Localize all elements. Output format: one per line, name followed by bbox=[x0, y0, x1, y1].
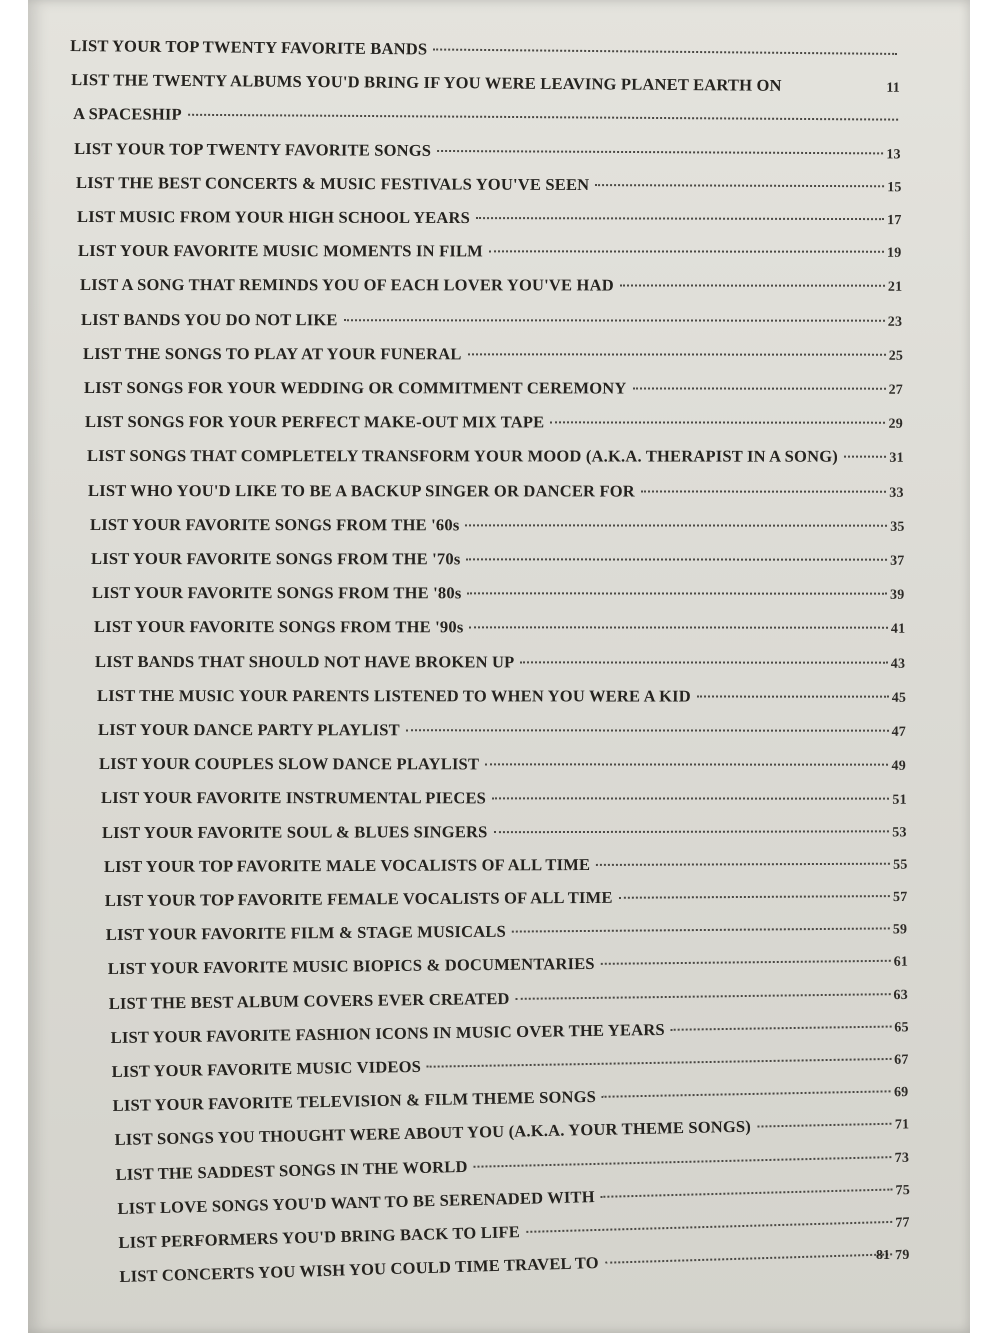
toc-entry-title: LIST YOUR FAVORITE TELEVISION & FILM THEME SONGS bbox=[112, 1087, 597, 1116]
dot-leader bbox=[697, 695, 889, 697]
toc-page-number: 57 bbox=[892, 889, 908, 906]
toc-page-number: 69 bbox=[894, 1085, 909, 1101]
toc-page-number: 51 bbox=[892, 793, 907, 809]
dot-leader bbox=[486, 764, 889, 766]
toc-page-number: 49 bbox=[891, 758, 907, 774]
toc-page-number: 67 bbox=[894, 1052, 909, 1068]
toc-page-number: 75 bbox=[894, 1182, 910, 1199]
toc-entry-title: LIST YOUR FAVORITE MUSIC MOMENTS IN FILM bbox=[78, 241, 484, 261]
dot-leader bbox=[433, 48, 897, 54]
toc-entry-title: LIST SONGS FOR YOUR PERFECT MAKE-OUT MIX TAPE bbox=[85, 412, 545, 432]
toc-entry bbox=[88, 481, 904, 510]
toc-entry-title: LIST THE SADDEST SONGS IN THE WORLD bbox=[115, 1156, 469, 1184]
toc-entry-title: LIST BANDS YOU DO NOT LIKE bbox=[81, 309, 338, 329]
dot-leader bbox=[844, 456, 886, 458]
toc-page-number: 41 bbox=[890, 622, 906, 638]
toc-entry bbox=[102, 821, 907, 851]
dot-leader bbox=[406, 729, 889, 731]
toc-entry-title: LIST YOUR FAVORITE INSTRUMENTAL PIECES bbox=[100, 788, 486, 808]
toc-entry-title: LIST A SONG THAT REMINDS YOU OF EACH LOVER YOU'VE HAD bbox=[79, 275, 614, 295]
dot-leader bbox=[467, 353, 885, 355]
toc-page-number: 25 bbox=[888, 348, 903, 364]
toc-entry-title: LIST THE TWENTY ALBUMS YOU'D BRING IF YOU WERE LEAVING PLANET EARTH ON bbox=[71, 70, 783, 96]
toc-entry-title: LIST YOUR FAVORITE SONGS FROM THE '90s bbox=[93, 617, 464, 637]
toc-entry bbox=[78, 241, 901, 270]
toc-entry-title: LIST YOUR FAVORITE MUSIC VIDEOS bbox=[111, 1056, 422, 1082]
toc-entry bbox=[81, 310, 902, 339]
toc-entry bbox=[105, 886, 908, 919]
toc-page-number: 45 bbox=[891, 690, 906, 706]
toc-entry-title: LIST BANDS THAT SHOULD NOT HAVE BROKEN UP bbox=[95, 651, 515, 671]
toc-entry-title: LIST WHO YOU'D LIKE TO BE A BACKUP SINGER OR DANCER FOR bbox=[88, 480, 636, 501]
dot-leader bbox=[596, 863, 890, 866]
toc-entry-title: LIST YOUR FAVORITE FILM & STAGE MUSICALS bbox=[106, 921, 507, 945]
dot-leader bbox=[605, 1254, 892, 1264]
toc-entry bbox=[101, 788, 907, 817]
toc-page-number: 61 bbox=[893, 955, 908, 971]
toc-entry bbox=[71, 70, 900, 105]
dot-leader bbox=[526, 1221, 892, 1233]
toc-entry-title: LIST THE SONGS TO PLAY AT YOUR FUNERAL bbox=[82, 343, 462, 364]
toc-entry bbox=[106, 918, 908, 953]
toc-entry bbox=[80, 275, 902, 304]
toc-entry-title: LIST YOUR TOP FAVORITE MALE VOCALISTS OF ALL TIME bbox=[103, 854, 590, 876]
toc-entry-title: LIST THE BEST CONCERTS & MUSIC FESTIVALS YOU'VE SEEN bbox=[75, 172, 589, 194]
toc-page-number: 47 bbox=[891, 724, 907, 740]
dot-leader bbox=[494, 830, 890, 833]
toc-entry-title: A SPACESHIP bbox=[72, 104, 182, 125]
toc-entry-title: LIST PERFORMERS YOU'D BRING BACK TO LIFE bbox=[118, 1222, 521, 1253]
dot-leader bbox=[468, 593, 888, 595]
toc-page-number: 63 bbox=[893, 987, 909, 1003]
toc-entry-title: LIST MUSIC FROM YOUR HIGH SCHOOL YEARS bbox=[77, 207, 471, 228]
toc-page-number: 35 bbox=[889, 519, 905, 535]
toc-entry bbox=[85, 412, 903, 441]
toc-entry-title: LIST YOUR FAVORITE FASHION ICONS IN MUSIC OVER THE YEARS bbox=[110, 1019, 665, 1047]
toc-entry bbox=[84, 378, 903, 407]
table-of-contents bbox=[28, 0, 970, 1333]
dot-leader bbox=[427, 1058, 891, 1068]
dot-leader bbox=[633, 387, 886, 389]
toc-entry bbox=[91, 549, 905, 578]
dot-leader bbox=[465, 524, 887, 526]
dot-leader bbox=[492, 798, 889, 800]
toc-entry-title: LIST CONCERTS YOU WISH YOU COULD TIME TRAVEL TO bbox=[119, 1253, 600, 1287]
toc-page-number: 15 bbox=[886, 180, 902, 196]
toc-entry-title: LIST YOUR FAVORITE SONGS FROM THE '60s bbox=[89, 514, 460, 535]
dot-leader bbox=[512, 928, 890, 933]
toc-entry bbox=[98, 720, 906, 749]
toc-page-number: 19 bbox=[887, 245, 902, 261]
dot-leader bbox=[619, 895, 890, 899]
toc-entry-title: LIST THE MUSIC YOUR PARENTS LISTENED TO WHEN YOU WERE A KID bbox=[96, 685, 691, 706]
toc-entry-title: LIST YOUR COUPLES SLOW DANCE PLAYLIST bbox=[99, 754, 480, 774]
toc-page-number: 65 bbox=[893, 1020, 909, 1036]
book-page bbox=[28, 0, 970, 1333]
toc-page-number: 29 bbox=[888, 416, 904, 432]
toc-page-number: 71 bbox=[894, 1117, 910, 1134]
toc-entry-title: LIST THE BEST ALBUM COVERS EVER CREATED bbox=[108, 988, 510, 1013]
toc-page-number: 43 bbox=[890, 656, 906, 672]
dot-leader bbox=[188, 114, 898, 121]
dot-leader bbox=[516, 993, 891, 1000]
toc-entry bbox=[97, 686, 906, 715]
toc-page-number: 55 bbox=[892, 857, 908, 873]
toc-entry bbox=[76, 173, 902, 204]
toc-entry bbox=[103, 853, 907, 884]
toc-page-number: 21 bbox=[887, 280, 903, 296]
toc-entry-title: LIST SONGS FOR YOUR WEDDING OR COMMITMENT CEREMONY bbox=[84, 378, 627, 398]
toc-page-number: 23 bbox=[887, 314, 903, 330]
dot-leader bbox=[670, 1025, 891, 1030]
toc-entry-title: LIST YOUR FAVORITE MUSIC BIOPICS & DOCUMENTARIES bbox=[107, 954, 595, 979]
dot-leader bbox=[601, 960, 891, 965]
dot-leader bbox=[602, 1091, 891, 1098]
toc-page-number: 59 bbox=[893, 922, 908, 938]
toc-page-number: 37 bbox=[890, 553, 905, 569]
toc-page-number: 79 bbox=[895, 1248, 911, 1264]
toc-entry bbox=[92, 583, 904, 612]
toc-entry bbox=[108, 951, 909, 987]
toc-trailing-page-number: 81 bbox=[876, 1248, 890, 1263]
toc-entry bbox=[70, 36, 900, 72]
toc-entry-title: LIST YOUR TOP FAVORITE FEMALE VOCALISTS OF ALL TIME bbox=[104, 887, 613, 911]
toc-page-number: 31 bbox=[889, 451, 904, 467]
toc-page-number: 33 bbox=[889, 485, 904, 501]
toc-entry-title: LIST YOUR FAVORITE SONGS FROM THE '70s bbox=[91, 549, 461, 569]
toc-entry bbox=[77, 207, 902, 237]
dot-leader bbox=[469, 627, 887, 629]
toc-entry bbox=[73, 104, 901, 138]
dot-leader bbox=[757, 1123, 892, 1128]
toc-entry-title: LIST LOVE SONGS YOU'D WANT TO BE SERENADED WITH bbox=[116, 1186, 595, 1218]
toc-entry bbox=[90, 515, 905, 544]
dot-leader bbox=[489, 251, 884, 253]
toc-entry-title: LIST YOUR TOP TWENTY FAVORITE BANDS bbox=[70, 36, 428, 59]
toc-entry bbox=[95, 652, 905, 681]
dot-leader bbox=[476, 217, 884, 220]
toc-page-number: 11 bbox=[886, 80, 901, 96]
toc-page-number: 17 bbox=[887, 213, 902, 229]
toc-page-number: 53 bbox=[892, 824, 907, 840]
toc-entry bbox=[87, 446, 904, 475]
dot-leader bbox=[620, 285, 885, 287]
dot-leader bbox=[521, 661, 888, 663]
toc-entry-title: LIST YOUR FAVORITE SOUL & BLUES SINGERS bbox=[102, 821, 488, 842]
toc-page-number: 13 bbox=[886, 146, 901, 163]
dot-leader bbox=[595, 184, 884, 187]
toc-entry-title: LIST SONGS THAT COMPLETELY TRANSFORM YOUR MOOD (A.K.A. THERAPIST IN A SONG) bbox=[86, 446, 838, 467]
toc-entry-title: LIST YOUR TOP TWENTY FAVORITE SONGS bbox=[74, 138, 432, 160]
dot-leader bbox=[344, 319, 885, 321]
toc-entry-title: LIST YOUR DANCE PARTY PLAYLIST bbox=[98, 720, 400, 740]
dot-leader bbox=[600, 1188, 892, 1197]
toc-page-number: 27 bbox=[888, 382, 904, 398]
dot-leader bbox=[466, 558, 887, 560]
dot-leader bbox=[437, 150, 883, 154]
dot-leader bbox=[474, 1156, 892, 1168]
toc-entry bbox=[74, 139, 901, 171]
dot-leader bbox=[551, 422, 886, 424]
toc-entry bbox=[99, 754, 906, 783]
dot-leader bbox=[641, 490, 886, 492]
toc-entry bbox=[83, 344, 903, 373]
toc-page-number: 73 bbox=[894, 1150, 910, 1166]
toc-entry-title: LIST YOUR FAVORITE SONGS FROM THE '80s bbox=[92, 583, 462, 603]
toc-entry-title: LIST SONGS YOU THOUGHT WERE ABOUT YOU (A.K.A. YOUR THEME SONGS) bbox=[114, 1117, 752, 1150]
toc-page-number: 39 bbox=[890, 587, 905, 603]
toc-entry bbox=[94, 617, 905, 646]
toc-entry bbox=[109, 984, 908, 1022]
toc-page-number: 77 bbox=[895, 1215, 910, 1231]
